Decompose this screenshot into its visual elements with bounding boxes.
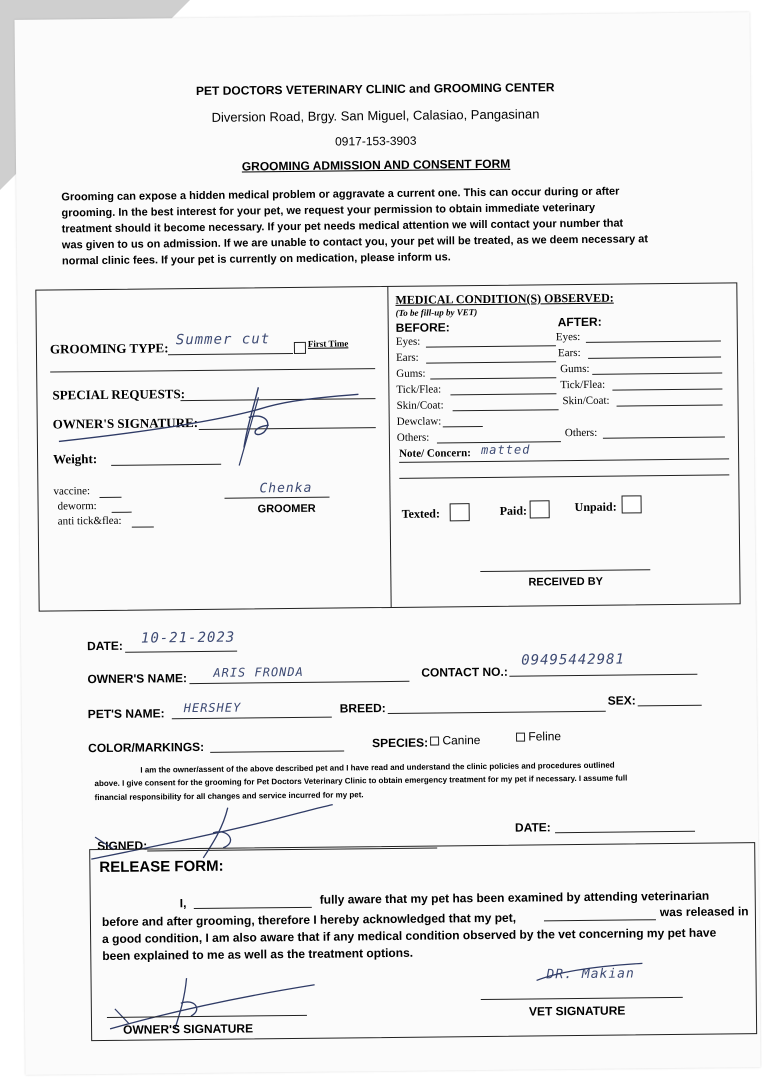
paid-checkbox[interactable] [530,500,550,518]
owner-name-line[interactable] [189,681,409,684]
grooming-type-label: GROOMING TYPE: [49,340,169,357]
before-tickflea-label: Tick/Flea: [396,383,442,396]
owner-name-value[interactable]: ARIS FRONDA [213,664,304,680]
texted-label: Texted: [401,506,440,521]
intro-line: normal clinic fees. If your pet is currently on medication, please inform us. [61,251,451,268]
intro-line: was given to us on admission. If we are unable to contact you, your pet will be treated, as we deem necessary at [61,233,649,252]
before-eyes-label: Eyes: [395,335,421,348]
contact-label: CONTACT NO.: [421,664,508,680]
date-label: DATE: [86,638,123,654]
intro-paragraph [61,183,702,270]
medical-subtitle: (To be fill-up by VET) [395,307,478,318]
after-tickflea-label: Tick/Flea: [560,378,606,392]
received-by-label: RECEIVED BY [528,575,604,589]
form-title: GROOMING ADMISSION AND CONSENT FORM [241,156,511,174]
sex-label: SEX: [607,693,636,708]
unpaid-label: Unpaid: [574,499,617,515]
release-text-1a: I, [179,896,187,911]
contact-value[interactable]: 09495442981 [521,651,626,669]
intro-line: treatment should it become necessary. If your pet needs medical attention we will contact your number that [61,217,624,236]
before-others-label: Others: [396,431,430,444]
vet-signature-stroke [532,959,652,990]
deworm-label: deworm: [57,500,97,513]
medical-title: MEDICAL CONDITION(S) OBSERVED: [395,290,614,307]
release-title: RELEASE FORM: [99,857,224,877]
contact-line[interactable] [509,674,697,677]
clinic-name: PET DOCTORS VETERINARY CLINIC and GROOMING CENTER [195,80,555,98]
special-requests-label: SPECIAL REQUESTS: [52,386,186,403]
weight-label: Weight: [53,451,98,467]
color-line[interactable] [210,750,344,752]
feline-option[interactable] [516,729,561,743]
groomer-signature: Chenka [259,480,313,497]
after-label: AFTER: [557,314,602,330]
clinic-phone: 0917-153-3903 [335,133,417,149]
release-text-2a: before and after grooming, therefore I hereby acknowledged that my pet, [101,910,517,930]
unpaid-checkbox[interactable] [622,495,642,513]
release-text-3: a good condition, I am also aware that if any medical condition observed by the vet concerning my pet have [102,925,717,947]
consent-line-1: I am the owner/assent of the above described pet and I have read and understand the clinic policies and procedures outlined [140,760,615,775]
release-text-4: been explained to me as well as the treatment options. [102,945,414,964]
clinic-address: Diversion Road, Brgy. San Miguel, Calasiao, Pangasinan [211,106,540,125]
after-eyes-label: Eyes: [555,330,581,344]
intro-line: grooming. In the best interest for your pet, we request your permission to obtain immediate veterinary [61,201,596,220]
grooming-form-paper [14,12,760,1075]
note-value[interactable]: matted [480,442,531,458]
sex-line[interactable] [638,705,702,707]
before-skincoat-label: Skin/Coat: [396,399,444,412]
species-label: SPECIES: [372,735,429,751]
date-line[interactable] [125,651,237,653]
after-ears-label: Ears: [557,346,581,360]
vaccine-label: vaccine: [53,485,91,498]
breed-label: BREED: [339,701,386,716]
groomer-label: GROOMER [257,502,316,516]
owner-signature-label: OWNER'S SIGNATURE: [52,414,199,432]
grooming-type-value[interactable]: Summer cut [175,331,271,349]
first-time-checkbox[interactable] [294,339,306,357]
pet-name-value[interactable]: HERSHEY [183,700,242,716]
texted-checkbox[interactable] [450,503,470,521]
consent-date-line[interactable] [555,831,695,833]
color-label: COLOR/MARKINGS: [88,739,205,756]
date-value[interactable]: 10-21-2023 [140,629,236,647]
after-others-label: Others: [564,426,598,440]
owner-name-label: OWNER'S NAME: [87,671,187,687]
canine-option[interactable] [430,733,481,748]
anti-tick-label: anti tick&flea: [57,514,122,528]
owner-signature-scribble [48,376,369,469]
before-dewclaw-label: Dewclaw: [396,415,442,428]
pet-name-label: PET'S NAME: [87,706,165,722]
canine-label: Canine [442,733,481,748]
consent-date-label: DATE: [514,820,551,835]
feline-checkbox[interactable] [516,733,525,742]
note-label: Note/ Concern: [398,447,471,460]
before-ears-label: Ears: [395,351,419,364]
before-label: BEFORE: [395,320,450,335]
consent-line-3: financial responsibility for all changes and service incurred for my pet. [94,790,364,803]
release-text-1b: fully aware that my pet has been examined by attending veterinarian [319,888,710,907]
before-gums-label: Gums: [396,367,426,380]
breed-line[interactable] [388,711,606,714]
release-owner-signature-label: OWNER'S SIGNATURE [123,1021,254,1037]
paid-label: Paid: [499,503,528,518]
feline-label: Feline [528,729,562,744]
canine-checkbox[interactable] [430,737,439,746]
first-time-label: First Time [307,338,349,349]
signed-label: SIGNED: [97,838,148,854]
intro-line: Grooming can expose a hidden medical problem or aggravate a current one. This can occur during or after [61,185,620,204]
consent-line-2: above. I give consent for the grooming for Pet Doctors Veterinary Clinic to obtain emergency treatment for my pet if necessary. I assume full [94,773,628,789]
after-skincoat-label: Skin/Coat: [562,394,610,408]
vet-signature-label: VET SIGNATURE [528,1003,626,1019]
vet-signature: DR. Makian [546,966,635,983]
deworm-line[interactable] [112,512,132,513]
pet-name-line[interactable] [172,717,332,720]
after-gums-label: Gums: [560,362,590,376]
release-text-2b: was released in [659,904,749,920]
